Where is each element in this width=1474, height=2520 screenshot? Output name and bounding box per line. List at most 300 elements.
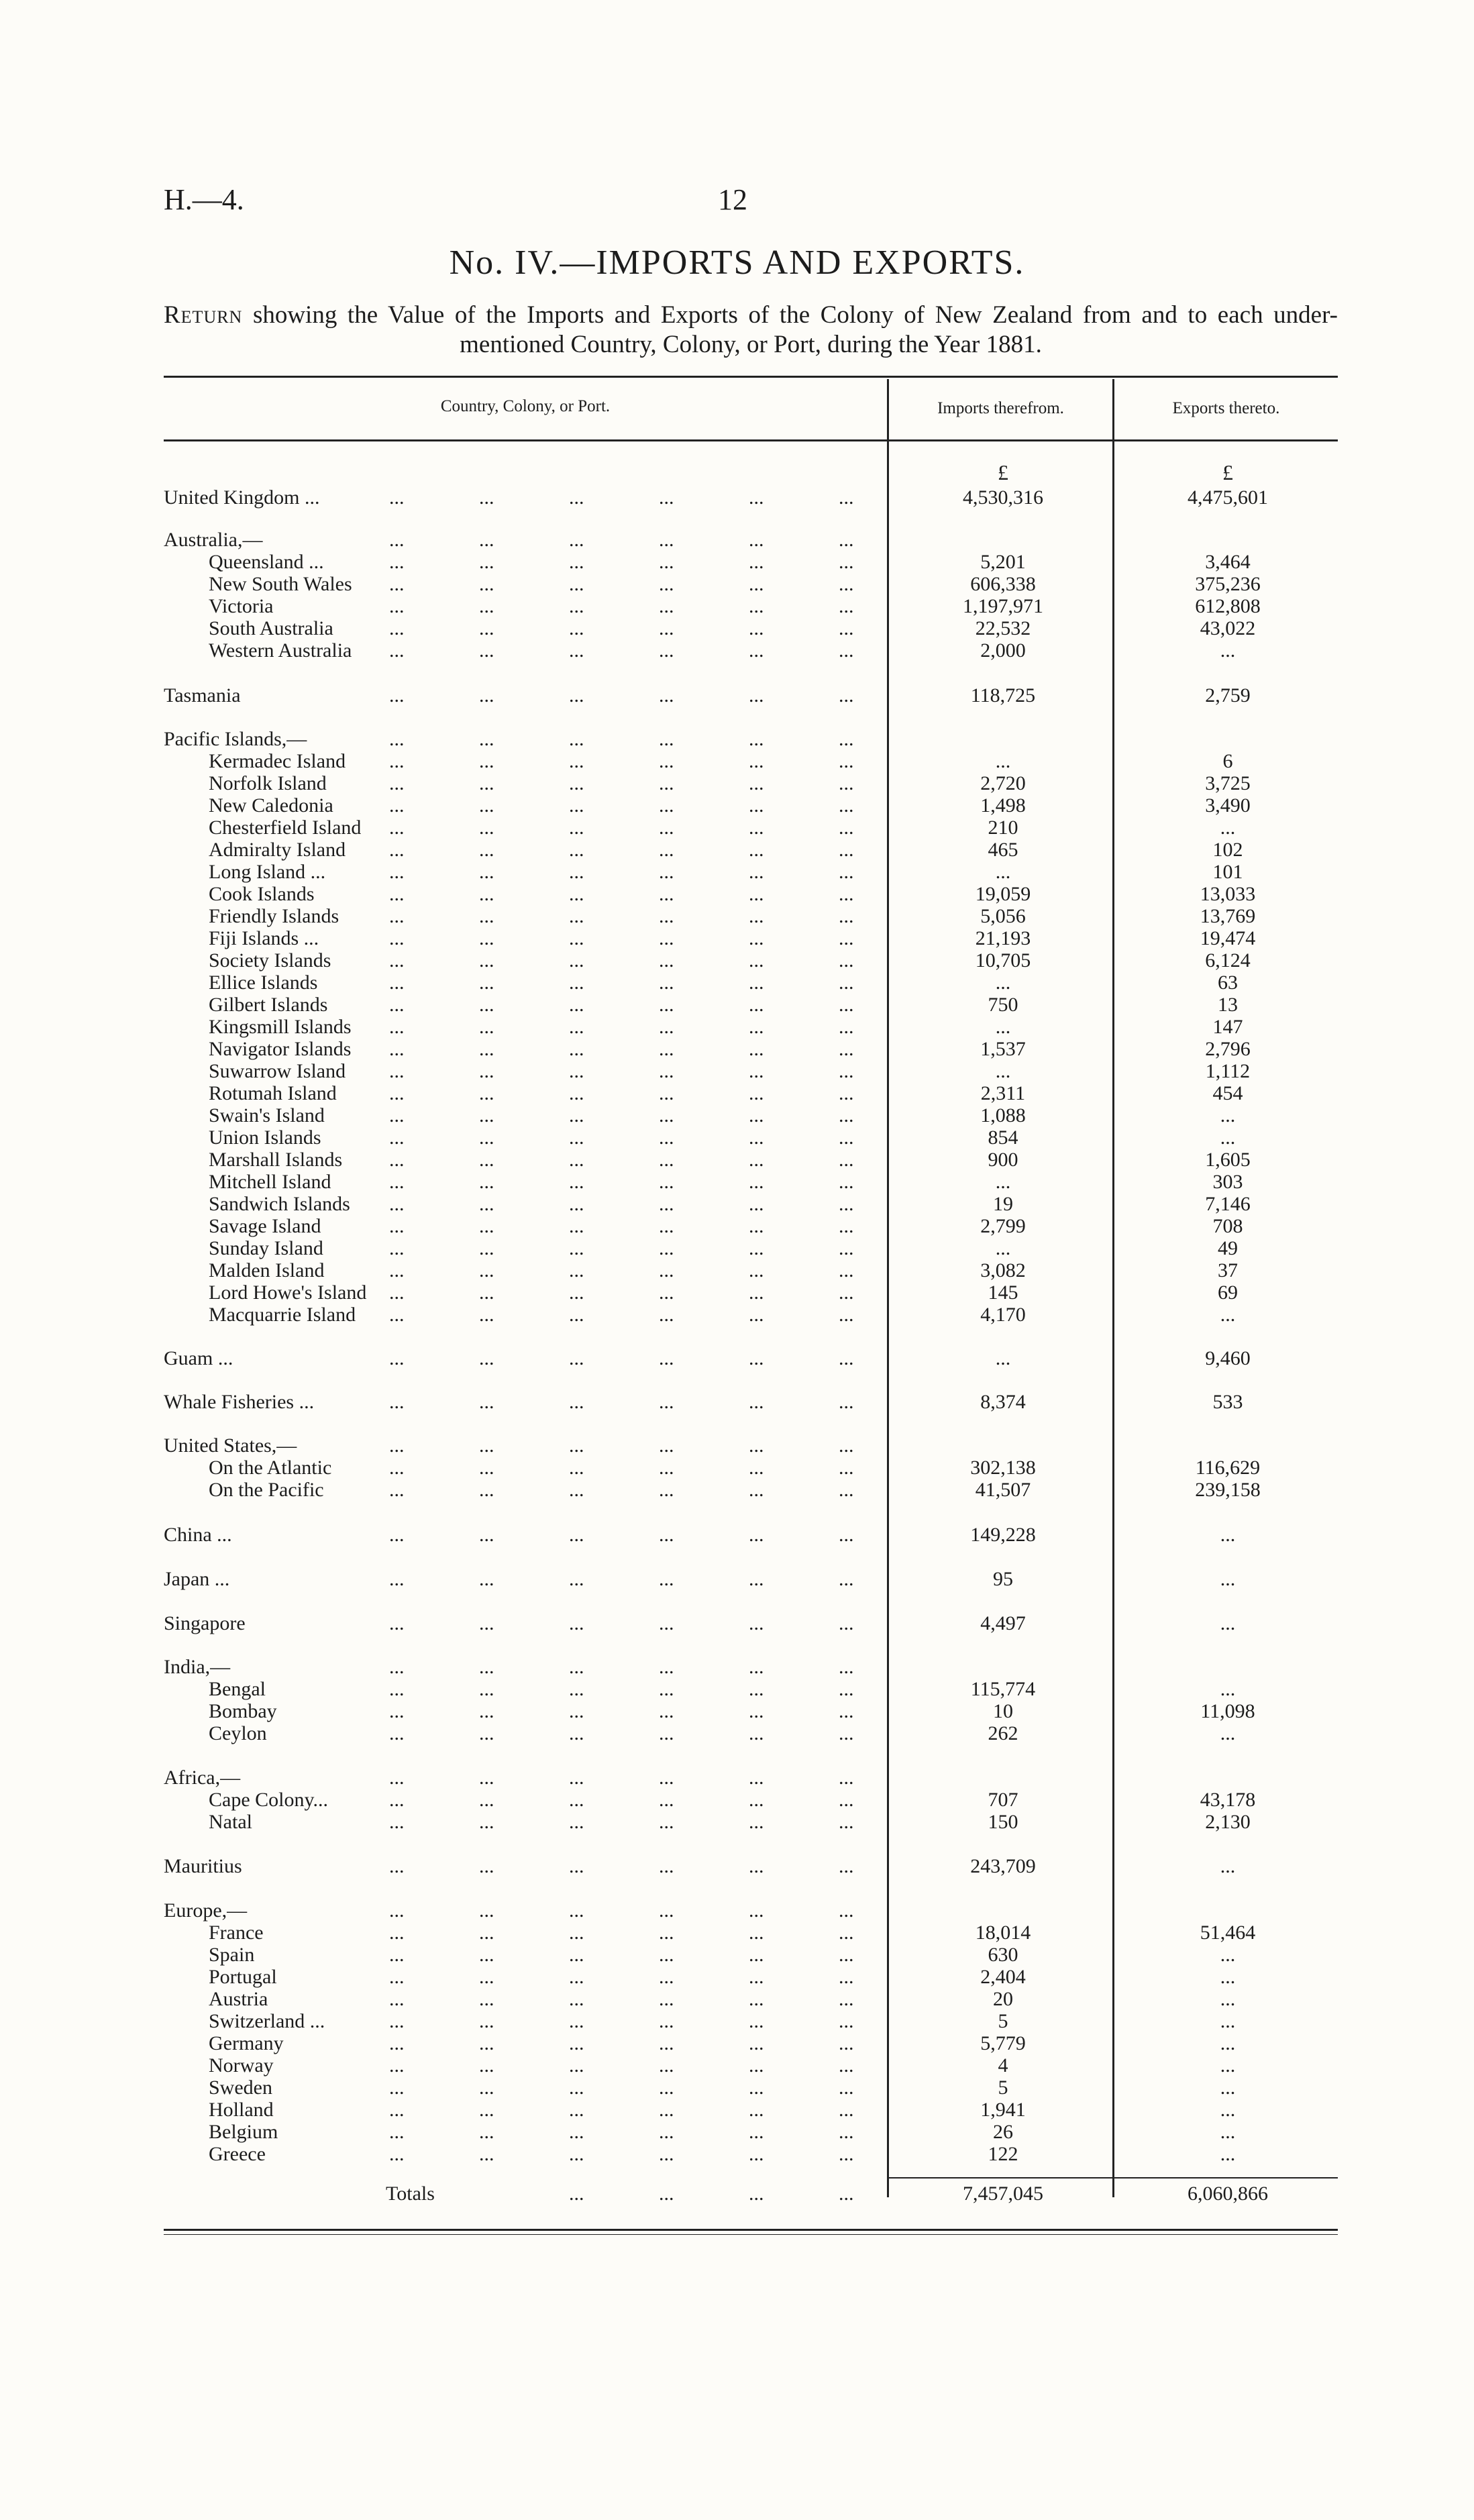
row-label: Long Island ... bbox=[209, 861, 326, 883]
row-label: Rotumah Island bbox=[209, 1082, 337, 1104]
imports-value: 150 bbox=[988, 1811, 1018, 1833]
leader-dots: ... ... ... ... ... ... bbox=[389, 639, 854, 662]
table-row bbox=[0, 1016, 1474, 1038]
imports-value: 2,799 bbox=[980, 1215, 1026, 1237]
row-label: Western Australia bbox=[209, 639, 352, 662]
table-row bbox=[0, 1656, 1474, 1678]
leader-dots: ... ... ... ... ... ... bbox=[389, 905, 854, 927]
column-header-country: Country, Colony, or Port. bbox=[440, 397, 611, 415]
exports-value: 2,130 bbox=[1205, 1811, 1251, 1833]
imports-value: 465 bbox=[988, 839, 1018, 861]
imports-value: 149,228 bbox=[970, 1524, 1036, 1546]
row-label: Mitchell Island bbox=[209, 1171, 331, 1193]
leader-dots: ... ... ... ... ... ... bbox=[389, 684, 854, 706]
table-row bbox=[0, 1479, 1474, 1501]
imports-value: 1,498 bbox=[980, 794, 1026, 817]
row-label: Ellice Islands bbox=[209, 972, 318, 994]
table-row bbox=[0, 772, 1474, 794]
row-label: Portugal bbox=[209, 1966, 277, 1988]
exports-value: 51,464 bbox=[1200, 1922, 1256, 1944]
imports-value: 243,709 bbox=[970, 1855, 1036, 1877]
leader-dots: ... ... ... ... ... ... bbox=[389, 1988, 854, 2010]
imports-value: 1,197,971 bbox=[963, 595, 1043, 617]
leader-dots: ... ... ... ... ... ... bbox=[389, 1656, 854, 1678]
row-label: Navigator Islands bbox=[209, 1038, 352, 1060]
imports-value: 2,404 bbox=[980, 1966, 1026, 1988]
row-label: Tasmania bbox=[164, 684, 241, 706]
row-label: Europe,— bbox=[164, 1899, 248, 1922]
leader-dots: ... ... ... ... ... ... bbox=[389, 1922, 854, 1944]
exports-value: ... bbox=[1220, 2077, 1236, 2099]
row-label: Malden Island bbox=[209, 1259, 325, 1281]
leader-dots: ... ... ... ... ... ... bbox=[389, 551, 854, 573]
leader-dots: ... ... ... ... ... ... bbox=[389, 2054, 854, 2077]
exports-value: ... bbox=[1220, 817, 1236, 839]
table-row bbox=[0, 639, 1474, 662]
row-label: Norfolk Island bbox=[209, 772, 327, 794]
row-label: Fiji Islands ... bbox=[209, 927, 319, 949]
leader-dots: ... ... ... ... ... ... bbox=[389, 1524, 854, 1546]
exports-value: ... bbox=[1220, 1855, 1236, 1877]
exports-value: 147 bbox=[1212, 1016, 1243, 1038]
table-row bbox=[0, 2054, 1474, 2077]
leader-dots: ... ... ... ... ... ... bbox=[389, 1126, 854, 1149]
table-bottom-rule-thin bbox=[164, 2234, 1338, 2235]
totals-exports: 6,060,866 bbox=[1188, 2183, 1268, 2205]
leader-dots: ... ... ... ... ... ... bbox=[389, 949, 854, 972]
imports-value: 4,170 bbox=[980, 1304, 1026, 1326]
exports-value: ... bbox=[1220, 639, 1236, 662]
leader-dots: ... ... ... ... ... ... bbox=[389, 972, 854, 994]
imports-value: 118,725 bbox=[970, 684, 1036, 706]
exports-value: 63 bbox=[1218, 972, 1238, 994]
page-number: 12 bbox=[718, 183, 747, 216]
table-row bbox=[0, 1171, 1474, 1193]
exports-value: 116,629 bbox=[1195, 1457, 1261, 1479]
row-label: Cape Colony... bbox=[209, 1789, 329, 1811]
exports-value: ... bbox=[1220, 2010, 1236, 2032]
leader-dots: ... ... ... ... ... ... bbox=[389, 1479, 854, 1501]
imports-value: 10,705 bbox=[975, 949, 1031, 972]
exports-value: ... bbox=[1220, 1104, 1236, 1126]
leader-dots: ... ... ... ... ... ... bbox=[389, 1966, 854, 1988]
leader-dots: ... ... ... ... ... ... bbox=[389, 1391, 854, 1413]
table-row bbox=[0, 905, 1474, 927]
table-row bbox=[0, 1722, 1474, 1744]
table-row bbox=[0, 1347, 1474, 1369]
table-row bbox=[0, 486, 1474, 509]
leader-dots: ... ... ... ... ... ... bbox=[389, 1789, 854, 1811]
row-label: Singapore bbox=[164, 1612, 246, 1634]
exports-value: 1,112 bbox=[1205, 1060, 1251, 1082]
imports-currency-symbol: £ bbox=[998, 460, 1008, 484]
table-row bbox=[0, 2032, 1474, 2054]
exports-value: 454 bbox=[1212, 1082, 1243, 1104]
leader-dots: ... ... ... ... ... ... bbox=[389, 1899, 854, 1922]
exports-value: 7,146 bbox=[1205, 1193, 1251, 1215]
imports-value: 1,537 bbox=[980, 1038, 1026, 1060]
imports-value: ... bbox=[995, 1237, 1011, 1259]
row-label: Kingsmill Islands bbox=[209, 1016, 352, 1038]
imports-value: ... bbox=[995, 1171, 1011, 1193]
table-row bbox=[0, 2010, 1474, 2032]
exports-value: 43,022 bbox=[1200, 617, 1256, 639]
table-row bbox=[0, 2099, 1474, 2121]
imports-value: 4,497 bbox=[980, 1612, 1026, 1634]
leader-dots: ... ... ... ... ... ... bbox=[389, 1612, 854, 1634]
table-row bbox=[0, 1193, 1474, 1215]
table-row bbox=[0, 883, 1474, 905]
exports-value: 533 bbox=[1212, 1391, 1243, 1413]
table-row bbox=[0, 1237, 1474, 1259]
exports-value: 708 bbox=[1212, 1215, 1243, 1237]
leader-dots: ... ... ... ... ... ... bbox=[389, 1722, 854, 1744]
exports-value: 4,475,601 bbox=[1188, 486, 1268, 509]
leader-dots: ... ... ... ... ... ... bbox=[389, 817, 854, 839]
row-label: Whale Fisheries ... bbox=[164, 1391, 315, 1413]
exports-value: ... bbox=[1220, 1568, 1236, 1590]
leader-dots: ... ... ... ... ... ... bbox=[389, 1281, 854, 1304]
table-row bbox=[0, 595, 1474, 617]
leader-dots: ... ... ... ... ... ... bbox=[389, 1060, 854, 1082]
table-row bbox=[0, 1104, 1474, 1126]
row-label: Japan ... bbox=[164, 1568, 230, 1590]
leader-dots: ... ... ... ... ... ... bbox=[389, 2099, 854, 2121]
table-row bbox=[0, 1899, 1474, 1922]
leader-dots: ... ... ... ... ... ... bbox=[389, 1082, 854, 1104]
leader-dots: ... ... ... ... ... ... bbox=[389, 772, 854, 794]
imports-value: 606,338 bbox=[970, 573, 1036, 595]
row-label: Bengal bbox=[209, 1678, 266, 1700]
imports-value: 750 bbox=[988, 994, 1018, 1016]
exports-value: 2,759 bbox=[1205, 684, 1251, 706]
exports-value: ... bbox=[1220, 2032, 1236, 2054]
imports-value: 262 bbox=[988, 1722, 1018, 1744]
table-row bbox=[0, 861, 1474, 883]
exports-value: 13,769 bbox=[1200, 905, 1256, 927]
imports-value: 145 bbox=[988, 1281, 1018, 1304]
exports-value: ... bbox=[1220, 1966, 1236, 1988]
leader-dots: ... ... ... ... ... ... bbox=[389, 1193, 854, 1215]
table-row bbox=[0, 2143, 1474, 2165]
row-label: Switzerland ... bbox=[209, 2010, 325, 2032]
row-label: Lord Howe's Island bbox=[209, 1281, 367, 1304]
row-label: United States,— bbox=[164, 1434, 297, 1457]
imports-value: ... bbox=[995, 972, 1011, 994]
imports-value: 115,774 bbox=[970, 1678, 1036, 1700]
exports-value: 6 bbox=[1222, 750, 1233, 772]
imports-value: ... bbox=[995, 750, 1011, 772]
table-row bbox=[0, 1082, 1474, 1104]
table-row bbox=[0, 1966, 1474, 1988]
row-label: Society Islands bbox=[209, 949, 331, 972]
leader-dots: ... ... ... ... ... ... bbox=[389, 1568, 854, 1590]
exports-value: 43,178 bbox=[1200, 1789, 1256, 1811]
table-row bbox=[0, 1789, 1474, 1811]
table-row bbox=[0, 1457, 1474, 1479]
imports-value: 4 bbox=[998, 2054, 1008, 2077]
leader-dots: ... ... ... ... ... ... bbox=[389, 1038, 854, 1060]
row-label: Ceylon bbox=[209, 1722, 267, 1744]
leader-dots: ... ... ... ... ... ... bbox=[389, 750, 854, 772]
imports-value: 5,201 bbox=[980, 551, 1026, 573]
exports-value: 101 bbox=[1212, 861, 1243, 883]
table-row bbox=[0, 972, 1474, 994]
exports-value: 3,725 bbox=[1205, 772, 1251, 794]
exports-currency-symbol: £ bbox=[1222, 460, 1233, 484]
row-label: Bombay bbox=[209, 1700, 277, 1722]
exports-value: ... bbox=[1220, 1304, 1236, 1326]
table-row bbox=[0, 617, 1474, 639]
column-header-imports: Imports therefrom. bbox=[937, 399, 1064, 417]
row-label: Suwarrow Island bbox=[209, 1060, 346, 1082]
leader-dots: ... ... ... ... ... ... bbox=[389, 1347, 854, 1369]
table-row bbox=[0, 1149, 1474, 1171]
row-label: South Australia bbox=[209, 617, 333, 639]
row-label: Germany bbox=[209, 2032, 284, 2054]
row-label: Cook Islands bbox=[209, 883, 315, 905]
leader-dots: ... ... ... ... ... ... bbox=[389, 861, 854, 883]
exports-value: 303 bbox=[1212, 1171, 1243, 1193]
imports-value: 26 bbox=[993, 2121, 1013, 2143]
totals-imports: 7,457,045 bbox=[963, 2183, 1043, 2205]
imports-value: 630 bbox=[988, 1944, 1018, 1966]
totals-row bbox=[0, 2183, 1474, 2205]
table-bottom-rule bbox=[164, 2229, 1338, 2231]
table-row bbox=[0, 1391, 1474, 1413]
row-label: United Kingdom ... bbox=[164, 486, 320, 509]
row-label: Sandwich Islands bbox=[209, 1193, 350, 1215]
table-row bbox=[0, 1568, 1474, 1590]
row-label: France bbox=[209, 1922, 264, 1944]
table-row bbox=[0, 728, 1474, 750]
imports-value: 2,720 bbox=[980, 772, 1026, 794]
imports-value: ... bbox=[995, 1016, 1011, 1038]
leader-dots: ... ... ... ... ... ... bbox=[389, 1678, 854, 1700]
exports-value: 2,796 bbox=[1205, 1038, 1251, 1060]
leader-dots: ... ... ... ... ... ... bbox=[389, 2143, 854, 2165]
row-label: Savage Island bbox=[209, 1215, 321, 1237]
row-label: Gilbert Islands bbox=[209, 994, 328, 1016]
row-label: Africa,— bbox=[164, 1767, 241, 1789]
table-row bbox=[0, 1612, 1474, 1634]
exports-value: 49 bbox=[1218, 1237, 1238, 1259]
row-label: Austria bbox=[209, 1988, 268, 2010]
imports-value: 2,000 bbox=[980, 639, 1026, 662]
leader-dots: ... ... ... ... ... ... bbox=[389, 1944, 854, 1966]
table-row bbox=[0, 1259, 1474, 1281]
row-label: Sweden bbox=[209, 2077, 272, 2099]
leader-dots: ... ... ... ... bbox=[569, 2183, 854, 2205]
leader-dots: ... ... ... ... ... ... bbox=[389, 839, 854, 861]
leader-dots: ... ... ... ... ... ... bbox=[389, 728, 854, 750]
exports-value: 3,490 bbox=[1205, 794, 1251, 817]
table-row bbox=[0, 1811, 1474, 1833]
imports-value: 5,779 bbox=[980, 2032, 1026, 2054]
leader-dots: ... ... ... ... ... ... bbox=[389, 2010, 854, 2032]
row-label: Admiralty Island bbox=[209, 839, 346, 861]
table-row bbox=[0, 1700, 1474, 1722]
exports-value: ... bbox=[1220, 2054, 1236, 2077]
exports-value: ... bbox=[1220, 2121, 1236, 2143]
table-top-rule bbox=[164, 376, 1338, 378]
table-row bbox=[0, 1126, 1474, 1149]
imports-value: 19,059 bbox=[975, 883, 1031, 905]
currency-row bbox=[0, 462, 1474, 484]
table-row bbox=[0, 573, 1474, 595]
leader-dots: ... ... ... ... ... ... bbox=[389, 1149, 854, 1171]
leader-dots: ... ... ... ... ... ... bbox=[389, 486, 854, 509]
row-label: Norway bbox=[209, 2054, 274, 2077]
row-label: New South Wales bbox=[209, 573, 352, 595]
table-row bbox=[0, 1922, 1474, 1944]
exports-value: ... bbox=[1220, 2143, 1236, 2165]
imports-value: ... bbox=[995, 1060, 1011, 1082]
leader-dots: ... ... ... ... ... ... bbox=[389, 2077, 854, 2099]
table-row bbox=[0, 1944, 1474, 1966]
leader-dots: ... ... ... ... ... ... bbox=[389, 1237, 854, 1259]
exports-value: 3,464 bbox=[1205, 551, 1251, 573]
row-label: Pacific Islands,— bbox=[164, 728, 307, 750]
table-row bbox=[0, 794, 1474, 817]
table-row bbox=[0, 1215, 1474, 1237]
imports-value: 5 bbox=[998, 2077, 1008, 2099]
table-row bbox=[0, 994, 1474, 1016]
table-row bbox=[0, 817, 1474, 839]
row-label: Swain's Island bbox=[209, 1104, 325, 1126]
table-row bbox=[0, 949, 1474, 972]
row-label: Kermadec Island bbox=[209, 750, 346, 772]
leader-dots: ... ... ... ... ... ... bbox=[389, 1700, 854, 1722]
imports-value: 1,941 bbox=[980, 2099, 1026, 2121]
imports-value: 2,311 bbox=[980, 1082, 1026, 1104]
leader-dots: ... ... ... ... ... ... bbox=[389, 1016, 854, 1038]
table-row bbox=[0, 750, 1474, 772]
leader-dots: ... ... ... ... ... ... bbox=[389, 1304, 854, 1326]
imports-value: 95 bbox=[993, 1568, 1013, 1590]
leader-dots: ... ... ... ... ... ... bbox=[389, 1259, 854, 1281]
row-label: China ... bbox=[164, 1524, 232, 1546]
exports-value: 69 bbox=[1218, 1281, 1238, 1304]
row-label: India,— bbox=[164, 1656, 231, 1678]
row-label: Friendly Islands bbox=[209, 905, 339, 927]
imports-value: 3,082 bbox=[980, 1259, 1026, 1281]
leader-dots: ... ... ... ... ... ... bbox=[389, 1457, 854, 1479]
table-row bbox=[0, 1434, 1474, 1457]
leader-dots: ... ... ... ... ... ... bbox=[389, 1767, 854, 1789]
imports-value: ... bbox=[995, 861, 1011, 883]
imports-value: 18,014 bbox=[975, 1922, 1031, 1944]
imports-value: 20 bbox=[993, 1988, 1013, 2010]
row-label: Macquarrie Island bbox=[209, 1304, 356, 1326]
table-row bbox=[0, 1038, 1474, 1060]
table-row bbox=[0, 529, 1474, 551]
table-row bbox=[0, 927, 1474, 949]
imports-value: 19 bbox=[993, 1193, 1013, 1215]
leader-dots: ... ... ... ... ... ... bbox=[389, 1811, 854, 1833]
leader-dots: ... ... ... ... ... ... bbox=[389, 994, 854, 1016]
exports-value: 6,124 bbox=[1205, 949, 1251, 972]
imports-value: 10 bbox=[993, 1700, 1013, 1722]
document-title: No. IV.—IMPORTS AND EXPORTS. bbox=[449, 244, 1025, 282]
row-label: New Caledonia bbox=[209, 794, 333, 817]
exports-value: ... bbox=[1220, 1722, 1236, 1744]
row-label: Guam ... bbox=[164, 1347, 233, 1369]
header-bottom-rule bbox=[164, 439, 1338, 441]
totals-top-rule bbox=[887, 2177, 1338, 2178]
imports-value: 41,507 bbox=[975, 1479, 1031, 1501]
leader-dots: ... ... ... ... ... ... bbox=[389, 529, 854, 551]
leader-dots: ... ... ... ... ... ... bbox=[389, 595, 854, 617]
table-row bbox=[0, 1678, 1474, 1700]
exports-value: 102 bbox=[1212, 839, 1243, 861]
exports-value: 375,236 bbox=[1195, 573, 1261, 595]
exports-value: 612,808 bbox=[1195, 595, 1261, 617]
leader-dots: ... ... ... ... ... ... bbox=[389, 573, 854, 595]
leader-dots: ... ... ... ... ... ... bbox=[389, 2121, 854, 2143]
leader-dots: ... ... ... ... ... ... bbox=[389, 2032, 854, 2054]
exports-value: 13 bbox=[1218, 994, 1238, 1016]
imports-value: 5 bbox=[998, 2010, 1008, 2032]
table-row bbox=[0, 551, 1474, 573]
imports-value: 21,193 bbox=[975, 927, 1031, 949]
row-label: Greece bbox=[209, 2143, 266, 2165]
totals-label: Totals bbox=[386, 2183, 435, 2205]
exports-value: ... bbox=[1220, 1678, 1236, 1700]
row-label: Victoria bbox=[209, 595, 274, 617]
row-label: Queensland ... bbox=[209, 551, 324, 573]
table-row bbox=[0, 2121, 1474, 2143]
exports-value: ... bbox=[1220, 1988, 1236, 2010]
leader-dots: ... ... ... ... ... ... bbox=[389, 1104, 854, 1126]
imports-value: 8,374 bbox=[980, 1391, 1026, 1413]
row-label: Belgium bbox=[209, 2121, 278, 2143]
table-row bbox=[0, 2077, 1474, 2099]
subtitle-text: showing the Value of the Imports and Exports of the Colony of New Zealand from and to each under-mentioned Country, Colony, or Port, during the Year 1881. bbox=[242, 301, 1338, 358]
imports-value: 210 bbox=[988, 817, 1018, 839]
row-label: On the Pacific bbox=[209, 1479, 324, 1501]
leader-dots: ... ... ... ... ... ... bbox=[389, 927, 854, 949]
imports-value: 854 bbox=[988, 1126, 1018, 1149]
row-label: Spain bbox=[209, 1944, 255, 1966]
leader-dots: ... ... ... ... ... ... bbox=[389, 1855, 854, 1877]
exports-value: 11,098 bbox=[1200, 1700, 1255, 1722]
table-row bbox=[0, 1060, 1474, 1082]
imports-value: ... bbox=[995, 1347, 1011, 1369]
exports-value: 239,158 bbox=[1195, 1479, 1261, 1501]
document-subtitle bbox=[164, 301, 1338, 360]
imports-value: 122 bbox=[988, 2143, 1018, 2165]
exports-value: ... bbox=[1220, 1612, 1236, 1634]
imports-value: 302,138 bbox=[970, 1457, 1036, 1479]
leader-dots: ... ... ... ... ... ... bbox=[389, 617, 854, 639]
table-row bbox=[0, 1304, 1474, 1326]
exports-value: ... bbox=[1220, 2099, 1236, 2121]
table-row bbox=[0, 839, 1474, 861]
table-row bbox=[0, 1281, 1474, 1304]
imports-value: 900 bbox=[988, 1149, 1018, 1171]
row-label: On the Atlantic bbox=[209, 1457, 332, 1479]
row-label: Union Islands bbox=[209, 1126, 321, 1149]
imports-value: 4,530,316 bbox=[963, 486, 1043, 509]
row-label: Mauritius bbox=[164, 1855, 242, 1877]
leader-dots: ... ... ... ... ... ... bbox=[389, 883, 854, 905]
row-label: Holland bbox=[209, 2099, 274, 2121]
leader-dots: ... ... ... ... ... ... bbox=[389, 1434, 854, 1457]
row-label: Australia,— bbox=[164, 529, 263, 551]
table-row bbox=[0, 1855, 1474, 1877]
imports-value: 707 bbox=[988, 1789, 1018, 1811]
